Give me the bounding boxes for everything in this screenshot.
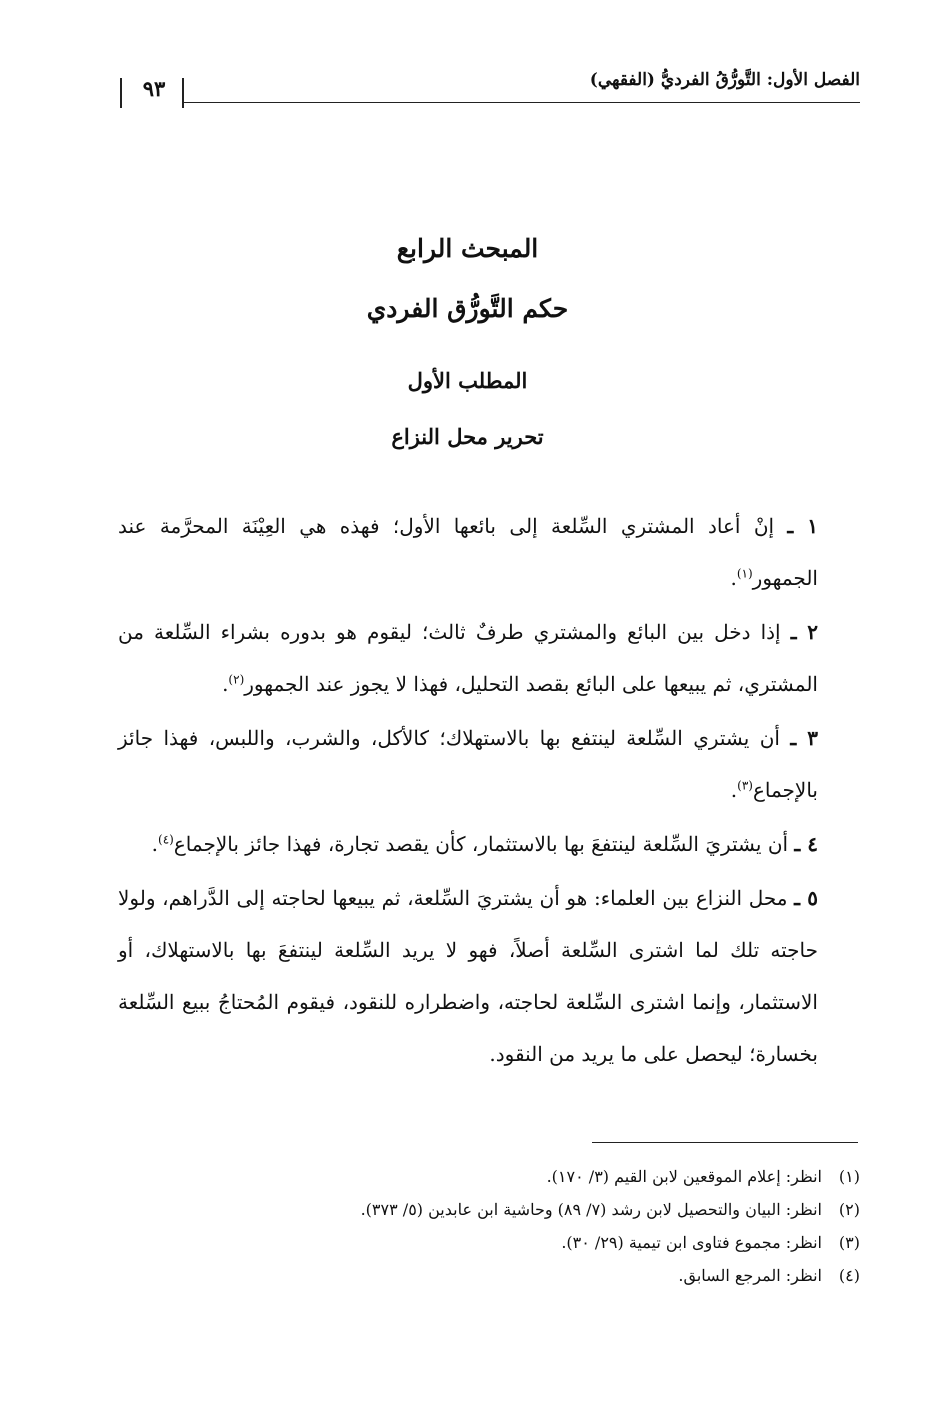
footnote-ref[interactable]: (١) bbox=[736, 566, 753, 581]
footnote-ref[interactable]: (٣) bbox=[737, 778, 753, 793]
page-number-right-bar bbox=[182, 78, 184, 108]
footnote-mark: (٢) bbox=[838, 1200, 860, 1219]
paragraph bbox=[118, 872, 818, 1080]
footnote-text: انظر: إعلام الموقعين لابن القيم (٣/ ١٧٠). bbox=[546, 1167, 822, 1186]
page-number-left-bar bbox=[120, 78, 122, 108]
paragraph-end: . bbox=[730, 778, 738, 802]
page-number: ٩٣ bbox=[142, 76, 166, 101]
paragraph-number: ٣ ـ bbox=[790, 726, 819, 750]
paragraph-text: أن يشتري السِّلعة لينتفع بها بالاستهلاك؛ كالأكل، والشرب، واللبس، فهذا جائز بالإجماع bbox=[118, 726, 818, 802]
footnote-text: انظر: المرجع السابق. bbox=[678, 1266, 822, 1285]
footnote-mark: (١) bbox=[838, 1167, 860, 1186]
subsection-title: تحرير محل النزاع bbox=[391, 424, 544, 449]
paragraph-end: . bbox=[730, 566, 737, 590]
footnote-mark: (٣) bbox=[838, 1233, 860, 1252]
paragraph-number: ٢ ـ bbox=[790, 620, 818, 644]
paragraph-number: ٥ ـ bbox=[794, 886, 819, 910]
paragraph-text: إذا دخل بين البائع والمشتري طرفٌ ثالث؛ ليقوم هو بدوره بشراء السِّلعة من المشتري، ثم يبيعها على البائع بقصد التحليل، فهذا لا يجوز عند الجمهور bbox=[118, 620, 818, 696]
body-text bbox=[118, 500, 818, 1082]
footnote-item bbox=[118, 1193, 860, 1226]
footnote-item bbox=[118, 1160, 860, 1193]
chapter-title: الفصل الأول: التَّورُّقُ الفرديُّ (الفقهي) bbox=[589, 70, 860, 90]
section-title: حكم التَّورُّق الفردي bbox=[366, 294, 569, 323]
section-heading: المبحث الرابع bbox=[396, 234, 539, 263]
footnote-ref[interactable]: (٢) bbox=[228, 672, 245, 687]
paragraph bbox=[118, 606, 818, 710]
paragraph-number: ١ ـ bbox=[787, 514, 818, 538]
subsection-heading: المطلب الأول bbox=[407, 368, 528, 393]
footnote-separator bbox=[592, 1142, 858, 1143]
footnote-text: انظر: مجموع فتاوى ابن تيمية (٢٩/ ٣٠). bbox=[561, 1233, 822, 1252]
paragraph-number: ٤ ـ bbox=[794, 832, 818, 856]
running-header bbox=[112, 62, 860, 112]
footnotes bbox=[118, 1160, 860, 1292]
paragraph bbox=[118, 712, 818, 816]
paragraph-text: أن يشتريَ السِّلعة لينتفعَ بها بالاستثمار، كأن يقصد تجارة، فهذا جائز بالإجماع bbox=[173, 832, 789, 856]
footnote-ref[interactable]: (٤) bbox=[158, 832, 174, 847]
paragraph-text: إنْ أعاد المشتري السِّلعة إلى بائعها الأول؛ فهذه هي العِيْنَة المحرَّمة عند الجمهور bbox=[118, 514, 818, 590]
paragraph bbox=[118, 818, 818, 870]
paragraph-text: محل النزاع بين العلماء: هو أن يشتريَ السِّلعة، ثم يبيعها لحاجته إلى الدَّراهم، ولولا حاجته تلك لما اشترى السِّلعة أصلاً، فهو لا يريد السِّلعة لينتفعَ بها بالاستهلاك، أو الاستثمار، وإنما اشترى السِّلعة لحاجته، واضطراره للنقود، فيقوم المُحتاجُ ببيع السِّلعة بخسارة؛ ليحصل على ما يريد من النقود. bbox=[118, 886, 818, 1066]
paragraph bbox=[118, 500, 818, 604]
footnote-text: انظر: البيان والتحصيل لابن رشد (٧/ ٨٩) وحاشية ابن عابدين (٥/ ٣٧٣). bbox=[360, 1200, 822, 1219]
footnote-item bbox=[118, 1259, 860, 1292]
header-rule bbox=[184, 102, 860, 103]
paragraph-end: . bbox=[151, 832, 159, 856]
footnote-item bbox=[118, 1226, 860, 1259]
footnote-mark: (٤) bbox=[838, 1266, 860, 1285]
paragraph-end: . bbox=[222, 672, 229, 696]
